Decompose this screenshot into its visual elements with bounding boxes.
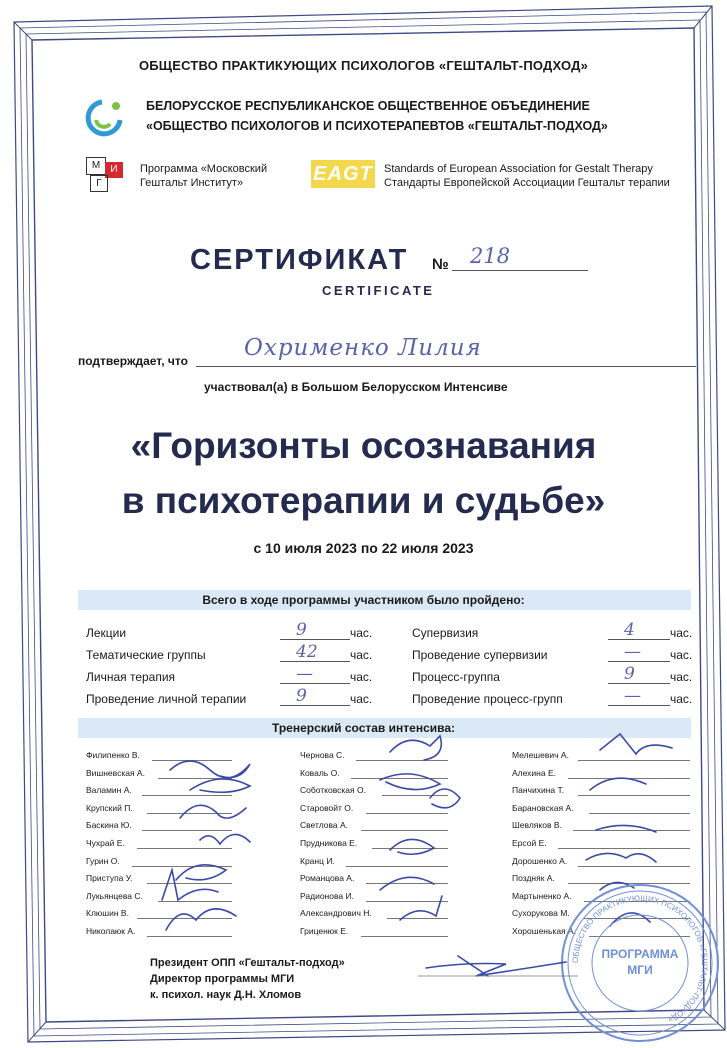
mgi-line1: Программа «Московский <box>140 163 268 175</box>
mgi-logo-i: И <box>105 162 123 178</box>
trainer-name: Мелешевич А. <box>512 750 569 760</box>
trainer-name: Гриценюк Е. <box>300 926 349 936</box>
trainer-name: Светлова А. <box>300 820 349 831</box>
trainer-name: Прудникова Е. <box>300 838 358 848</box>
certificate-subtitle: CERTIFICATE <box>322 283 435 298</box>
hours-right-row-value: — <box>624 686 641 706</box>
trainer-name: Алехина Е. <box>512 767 556 778</box>
hours-right-row-value: 9 <box>624 664 635 684</box>
event-title-line2: в психотерапии и судьбе» <box>121 480 606 521</box>
hours-left-row-unit: час. <box>350 670 373 684</box>
hours-left-row-line <box>280 683 350 684</box>
hours-left-row-label: Тематические группы <box>86 648 206 662</box>
hours-right-row-label: Проведение процесс-групп <box>412 692 563 706</box>
trainer-name: Вишневская А. <box>86 767 145 778</box>
event-dates: с 10 июля 2023 по 22 июля 2023 <box>253 540 474 556</box>
org-by-line2: «ОБЩЕСТВО ПСИХОЛОГОВ И ПСИХОТЕРАПЕВТОВ «ГЕШТАЛЬТ-ПОДХОД» <box>146 119 608 133</box>
hours-left-row-unit: час. <box>350 692 373 706</box>
participated-text: участвовал(а) в Большом Белорусском Интенсиве <box>204 380 508 394</box>
trainer-name: Филипенко В. <box>86 750 140 760</box>
trainer-name: Клюшин В. <box>86 908 129 919</box>
eagt-logo: EAGT <box>311 160 375 188</box>
hours-left-row-unit: час. <box>350 648 373 662</box>
mgi-line2: Гештальт Институт» <box>140 177 244 189</box>
mgi-logo <box>86 157 126 191</box>
trainer-name: Валамин А. <box>86 785 132 796</box>
trainer-name: Чернова С. <box>300 750 345 760</box>
certificate-number-line <box>452 270 588 271</box>
trainer-name: Коваль О. <box>300 767 340 778</box>
hours-left-row-line <box>280 705 350 706</box>
trainers-header: Тренерский состав интенсива: <box>271 721 456 735</box>
trainer-name: Чухрай Е. <box>86 838 125 848</box>
hours-right-row-line <box>608 639 670 640</box>
trainer-name: Кранц И. <box>300 855 335 866</box>
hours-right-row-unit: час. <box>670 692 693 706</box>
hours-header: Всего в ходе программы участником было пройдено: <box>202 593 525 607</box>
program-stamp <box>555 878 725 1048</box>
recipient-line <box>196 366 696 367</box>
trainer-name: Александрович Н. <box>300 908 372 919</box>
hours-left-row-label: Проведение личной терапии <box>86 692 247 706</box>
president-signature <box>418 946 578 986</box>
stamp-center2: МГИ <box>627 963 653 977</box>
recipient-name: Охрименко Лилия <box>244 335 482 361</box>
trainer-name: Приступа У. <box>86 873 133 884</box>
hours-left-row-value: 9 <box>296 686 307 706</box>
eagt-line2: Стандарты Европейской Ассоциации Гештальт терапии <box>384 177 670 189</box>
hours-right-row-unit: час. <box>670 626 693 640</box>
hours-right-row-label: Проведение супервизии <box>412 648 548 662</box>
hours-left-row-line <box>280 639 350 640</box>
trainer-name: Хорошенькая А. <box>512 926 577 936</box>
president-line2: Директор программы МГИ <box>150 973 295 985</box>
hours-left-row-value: 9 <box>296 620 307 640</box>
eagt-line1: Standards of European Association for Gestalt Therapy <box>384 163 653 175</box>
president-line1: Президент ОПП «Гештальт-подход» <box>150 957 345 969</box>
trainer-name: Гурин О. <box>86 855 120 866</box>
certificate-number-label: № <box>432 256 449 273</box>
mgi-logo-g: Г <box>90 175 108 192</box>
hours-right-row-unit: час. <box>670 648 693 662</box>
trainer-name: Мартыненко А. <box>512 890 572 901</box>
trainer-name: Шевляков В. <box>512 820 562 831</box>
trainer-name: Соботковская О. <box>300 785 366 796</box>
hours-left-row-value: — <box>296 664 313 684</box>
trainer-name: Старовойт О. <box>300 802 354 813</box>
trainer-name: Крупский П. <box>86 802 133 813</box>
hours-right-row-value: — <box>624 642 641 662</box>
hours-left-row-unit: час. <box>350 626 373 640</box>
trainer-name: Дорошенко А. <box>512 855 568 866</box>
hours-right-row-unit: час. <box>670 670 693 684</box>
trainer-name: Барановская А. <box>512 802 574 813</box>
trainer-name: Панчихина Т. <box>512 785 565 796</box>
trainer-name: Поздняк А. <box>512 873 555 884</box>
hours-right-row-line <box>608 683 670 684</box>
trainer-name: Сухорукова М. <box>512 908 570 919</box>
hours-left-row-label: Лекции <box>86 626 127 640</box>
trainer-name: Николаюк А. <box>86 926 136 936</box>
mgi-logo-m: М <box>86 157 106 175</box>
trainer-name: Романцова А. <box>300 873 355 884</box>
hours-right-row-label: Процесс-группа <box>412 670 500 684</box>
hours-right-row-value: 4 <box>624 620 635 640</box>
stamp-ring-text: ОБЩЕСТВО ПРАКТИКУЮЩИХ ПСИХОЛОГОВ «ГЕШТАЛЬТ-ПОДХОД» <box>570 893 710 1025</box>
trainer-name: Лукьянцева С. <box>86 890 143 901</box>
org-by-line1: БЕЛОРУССКОЕ РЕСПУБЛИКАНСКОЕ ОБЩЕСТВЕННОЕ ОБЪЕДИНЕНИЕ <box>146 99 590 113</box>
certificate-title: СЕРТИФИКАТ <box>190 244 409 276</box>
president-line3: к. психол. наук Д.Н. Хломов <box>150 989 302 1001</box>
hours-left-row-label: Личная терапия <box>86 670 176 684</box>
trainer-name: Радионова И. <box>300 890 354 901</box>
stamp-center1: ПРОГРАММА <box>601 947 679 961</box>
certificate-number: 218 <box>470 244 511 268</box>
org-top-title: ОБЩЕСТВО ПРАКТИКУЮЩИХ ПСИХОЛОГОВ «ГЕШТАЛЬТ-ПОДХОД» <box>138 58 589 73</box>
trainer-name: Ерсой Е. <box>512 838 547 848</box>
hours-right-row-label: Супервизия <box>412 626 479 640</box>
confirms-label: подтверждает, что <box>78 354 188 368</box>
event-title-line1: «Горизонты осознавания <box>130 425 597 466</box>
gestalt-logo-icon <box>82 98 126 138</box>
trainer-name: Баскина Ю. <box>86 820 132 831</box>
hours-left-row-value: 42 <box>296 642 318 662</box>
